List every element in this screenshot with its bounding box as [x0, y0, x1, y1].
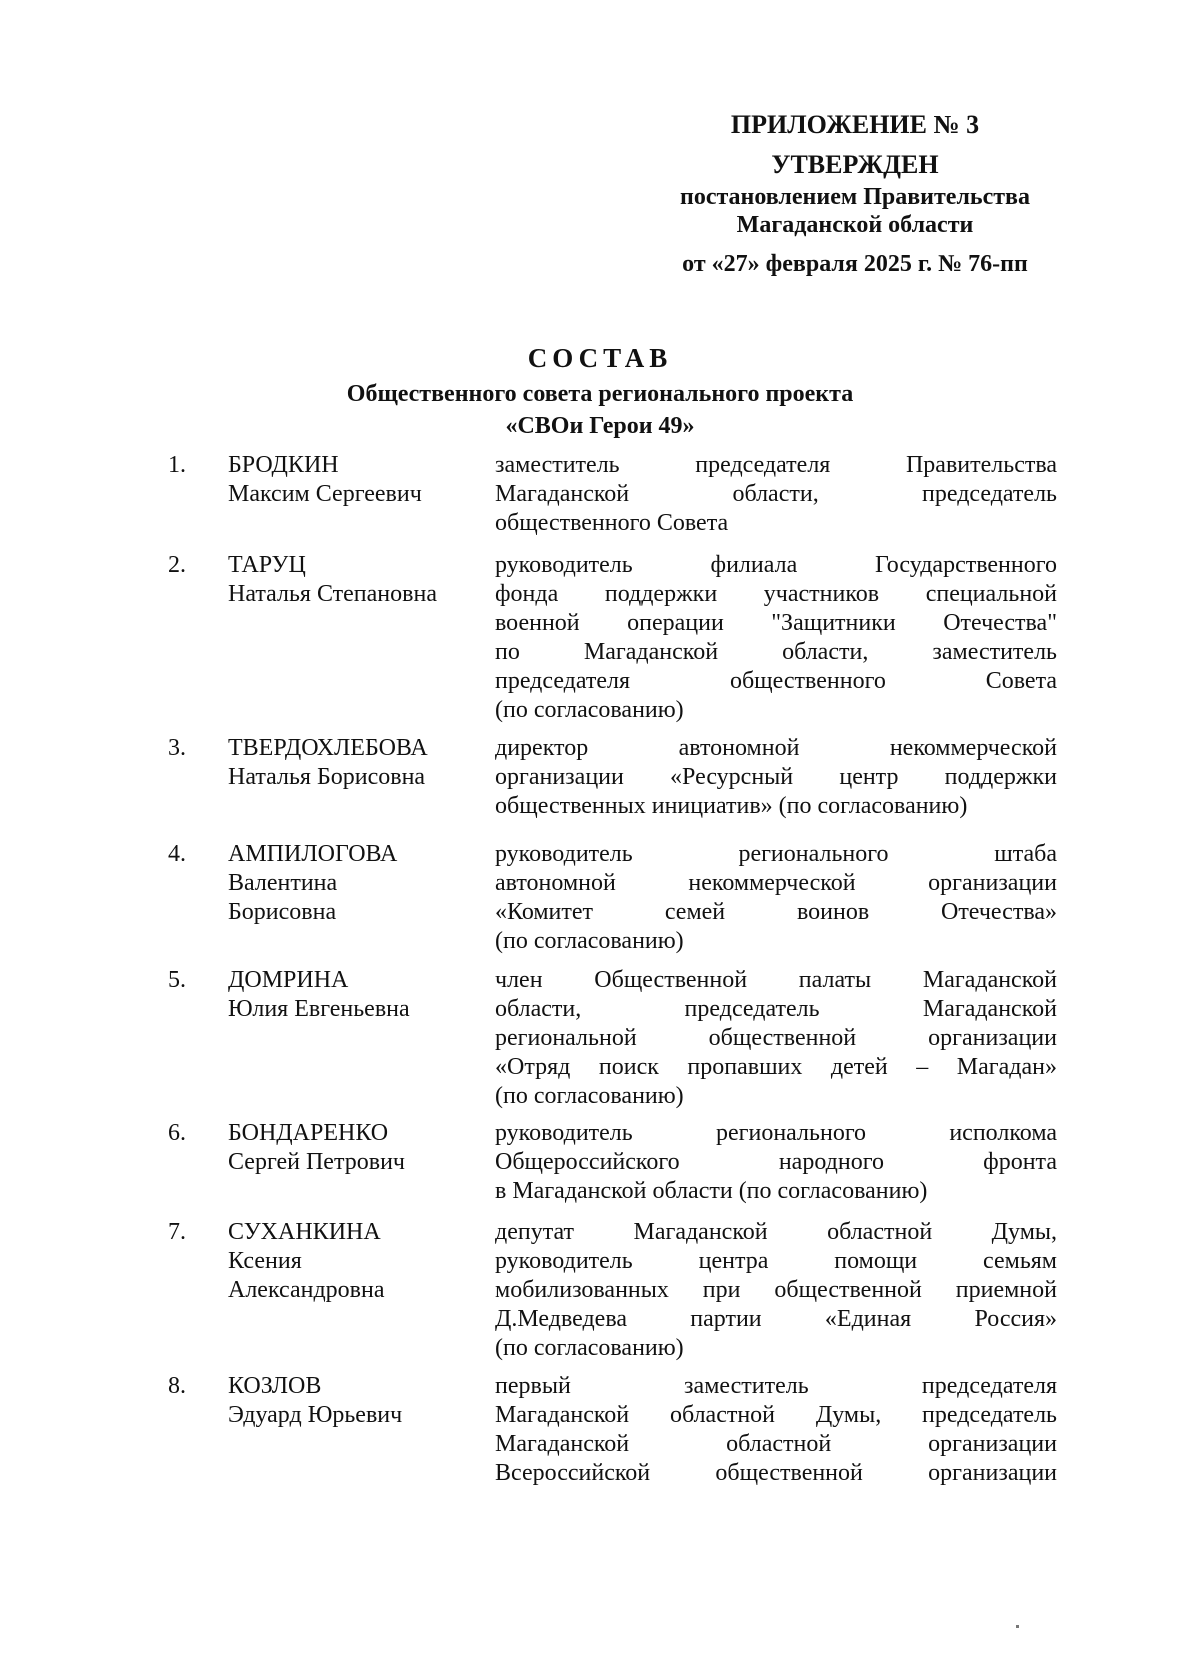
member-given-name: Ксения: [228, 1248, 302, 1274]
role-line: заместитель председателя Правительства: [495, 452, 1057, 478]
member-name: [228, 551, 468, 609]
member-name: [228, 1119, 468, 1177]
scan-speck: [1016, 1625, 1019, 1628]
role-line: Магаданской областной организации: [495, 1431, 1057, 1457]
role-line: (по согласованию): [495, 1083, 684, 1109]
appendix-number: ПРИЛОЖЕНИЕ № 3: [730, 110, 980, 139]
role-line: (по согласованию): [495, 928, 684, 954]
member-surname: СУХАНКИНА: [228, 1219, 381, 1245]
member-given-name: Юлия Евгеньевна: [228, 996, 410, 1022]
role-line: региональной общественной организации: [495, 1025, 1057, 1051]
role-line: фонда поддержки участников специальной: [495, 581, 1057, 607]
title-heading: СОСТАВ: [527, 343, 673, 373]
role-line: общественных инициатив» (по согласованию): [495, 793, 968, 819]
member-name: [228, 451, 468, 509]
role-line: по Магаданской области, заместитель: [495, 639, 1057, 665]
member-role: [495, 1218, 1057, 1363]
member-surname: ТАРУЦ: [228, 552, 306, 578]
role-line: руководитель регионального исполкома: [495, 1120, 1057, 1146]
role-line: организации «Ресурсный центр поддержки: [495, 764, 1057, 790]
member-role: [495, 1372, 1057, 1488]
member-number: 4.: [168, 841, 186, 867]
role-line: член Общественной палаты Магаданской: [495, 967, 1057, 993]
decree-line-2: Магаданской области: [736, 212, 974, 238]
role-line: в Магаданской области (по согласованию): [495, 1178, 928, 1204]
member-surname: ДОМРИНА: [228, 967, 349, 993]
member-surname: ТВЕРДОХЛЕБОВА: [228, 735, 428, 761]
member-role: [495, 551, 1057, 725]
member-role: [495, 966, 1057, 1111]
role-line: «Отряд поиск пропавших детей – Магадан»: [495, 1054, 1057, 1080]
member-surname: БРОДКИН: [228, 452, 339, 478]
role-line: депутат Магаданской областной Думы,: [495, 1219, 1057, 1245]
role-line: руководитель центра помощи семьям: [495, 1248, 1057, 1274]
member-number: 2.: [168, 552, 186, 578]
role-line: общественного Совета: [495, 510, 729, 536]
member-number: 6.: [168, 1120, 186, 1146]
member-name: [228, 966, 468, 1024]
role-line: мобилизованных при общественной приемной: [495, 1277, 1057, 1303]
role-line: «Комитет семей воинов Отечества»: [495, 899, 1057, 925]
member-given-name: Эдуард Юрьевич: [228, 1402, 403, 1428]
title-subtitle-2: «СВОи Герои 49»: [505, 413, 695, 439]
approved-label: УТВЕРЖДЕН: [771, 150, 939, 179]
member-number: 1.: [168, 452, 186, 478]
member-number: 7.: [168, 1219, 186, 1245]
role-line: председателя общественного Совета: [495, 668, 1057, 694]
role-line: Магаданской области, председатель: [495, 481, 1057, 507]
role-line: директор автономной некоммерческой: [495, 735, 1057, 761]
member-role: [495, 840, 1057, 956]
member-surname: АМПИЛОГОВА: [228, 841, 398, 867]
member-patronymic: Александровна: [228, 1277, 385, 1303]
role-line: автономной некоммерческой организации: [495, 870, 1057, 896]
decree-line-1: постановлением Правительства: [679, 184, 1030, 210]
member-role: [495, 1119, 1057, 1206]
member-name: [228, 734, 468, 792]
member-given-name: Максим Сергеевич: [228, 481, 422, 507]
member-name: [228, 840, 468, 927]
role-line: первый заместитель председателя: [495, 1373, 1057, 1399]
member-number: 3.: [168, 735, 186, 761]
role-line: (по согласованию): [495, 697, 684, 723]
member-name: [228, 1218, 468, 1305]
member-given-name: Сергей Петрович: [228, 1149, 405, 1175]
role-line: Магаданской областной Думы, председатель: [495, 1402, 1057, 1428]
role-line: области, председатель Магаданской: [495, 996, 1057, 1022]
member-patronymic: Борисовна: [228, 899, 337, 925]
title-subtitle-1: Общественного совета регионального проекта: [346, 381, 854, 407]
member-name: [228, 1372, 468, 1430]
member-surname: БОНДАРЕНКО: [228, 1120, 389, 1146]
decree-date: от «27» февраля 2025 г. № 76-пп: [682, 251, 1028, 277]
role-line: Д.Медведева партии «Единая Россия»: [495, 1306, 1057, 1332]
role-line: Общероссийского народного фронта: [495, 1149, 1057, 1175]
member-role: [495, 451, 1057, 538]
role-line: руководитель филиала Государственного: [495, 552, 1057, 578]
member-number: 8.: [168, 1373, 186, 1399]
member-given-name: Валентина: [228, 870, 338, 896]
member-number: 5.: [168, 967, 186, 993]
role-line: (по согласованию): [495, 1335, 684, 1361]
member-given-name: Наталья Борисовна: [228, 764, 426, 790]
member-role: [495, 734, 1057, 821]
role-line: Всероссийской общественной организации: [495, 1460, 1057, 1486]
member-given-name: Наталья Степановна: [228, 581, 437, 607]
member-surname: КОЗЛОВ: [228, 1373, 322, 1399]
role-line: военной операции "Защитники Отечества": [495, 610, 1057, 636]
role-line: руководитель регионального штаба: [495, 841, 1057, 867]
